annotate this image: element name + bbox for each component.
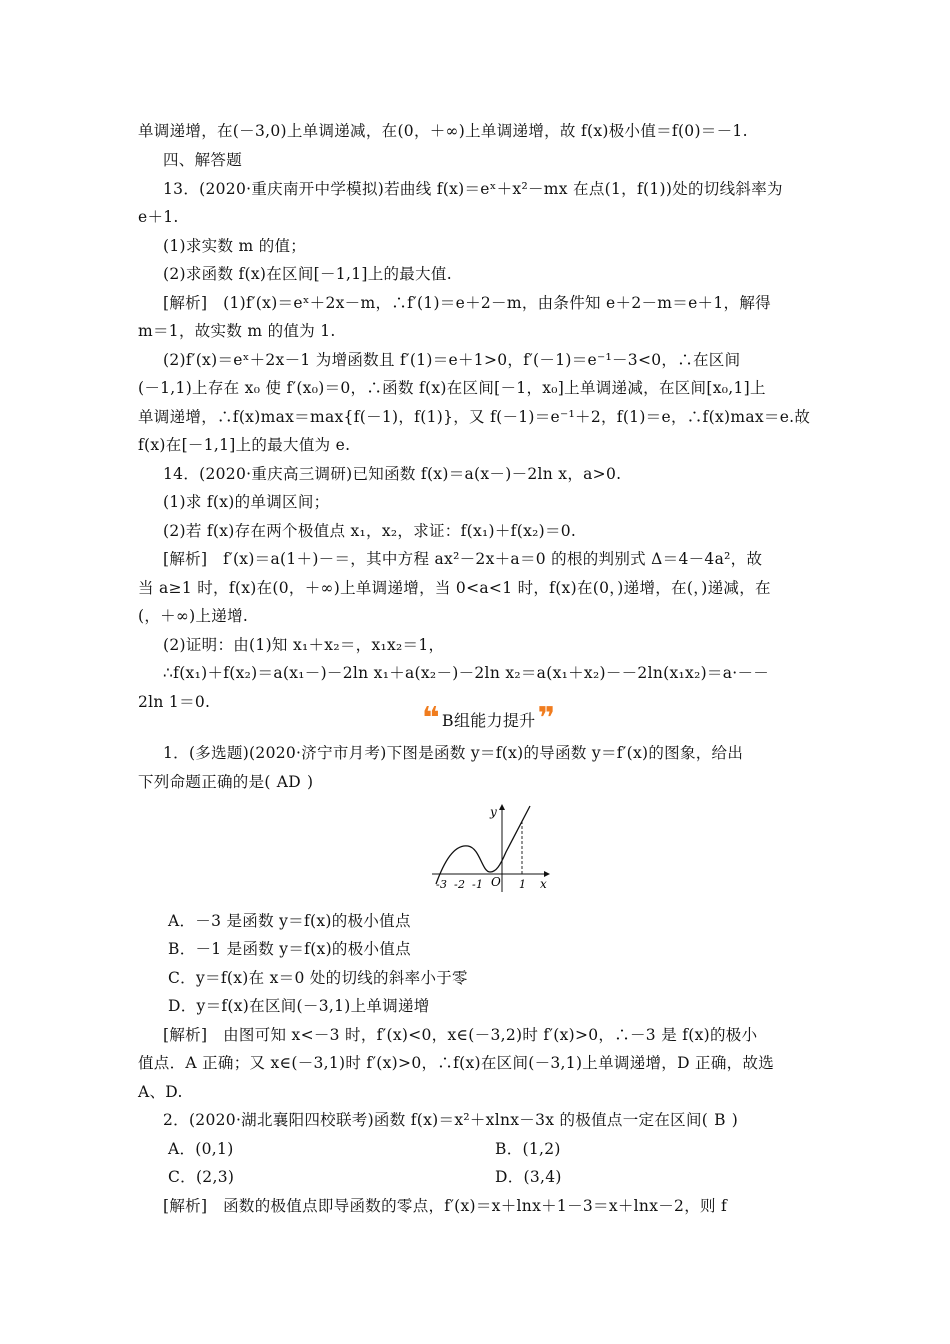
derivative-graph [430, 802, 550, 894]
question-13: 13．(2020·重庆南开中学模拟)若曲线 f(x)＝eˣ＋x²－mx 在点(1，f(1))处的切线斜率为 [163, 180, 783, 198]
text-line: 值点．A 正确；又 x∈(－3,1)时 f′(x)>0，∴f(x)在区间(－3,1)上单调递增，D 正确，故选 [138, 1054, 775, 1072]
x-label: x [540, 877, 548, 891]
text-line: f(x)在[－1,1]上的最大值为 e. [138, 436, 351, 454]
text-line: (1)求实数 m 的值； [163, 237, 307, 255]
tick-label: -1 [472, 878, 484, 891]
text-line: 2ln 1＝0. [138, 693, 211, 711]
section-banner [422, 701, 556, 736]
text-line: (2)f′(x)＝eˣ＋2x－1 为增函数且 f′(1)＝e＋1>0，f′(－1)＝e⁻¹－3<0，∴在区间 [163, 351, 741, 369]
text-line: (，＋∞)上递增. [138, 607, 249, 625]
text-line: (1)求 f(x)的单调区间； [163, 493, 330, 511]
option-c: C．y＝f(x)在 x＝0 处的切线的斜率小于零 [168, 969, 468, 987]
text-line: (2)证明：由(1)知 x₁＋x₂＝，x₁x₂＝1， [163, 636, 445, 654]
option-d: D．y＝f(x)在区间(－3,1)上单调递增 [168, 997, 430, 1015]
text-line: ∴f(x₁)＋f(x₂)＝a(x₁－)－2ln x₁＋a(x₂－)－2ln x₂＝a(x₁＋x₂)－－2ln(x₁x₂)＝a·－－ [163, 664, 770, 682]
text-line: (2)求函数 f(x)在区间[－1,1]上的最大值. [163, 265, 452, 283]
y-axis-arrow-icon [499, 804, 505, 810]
text-line: (2)若 f(x)存在两个极值点 x₁，x₂，求证：f(x₁)＋f(x₂)＝0. [163, 522, 577, 540]
text-line: (－1,1)上存在 x₀ 使 f′(x₀)＝0，∴函数 f(x)在区间[－1，x₀]上单调递减，在区间[x₀,1]上 [138, 379, 766, 397]
open-quote-icon: ❝ [422, 701, 440, 736]
section-heading: 四、解答题 [163, 151, 243, 169]
answer-q1: AD [276, 773, 301, 791]
question-14: 14．(2020·重庆高三调研)已知函数 f(x)＝a(x－)－2ln x，a>0. [163, 465, 622, 483]
tick-label: -3 [436, 878, 448, 891]
text-line: 单调递增，∴f(x)max＝max{f(－1)，f(1)}，又 f(－1)＝e⁻¹＋2，f(1)＝e，∴f(x)max＝e.故 [138, 408, 811, 426]
text-line: 当 a≥1 时，f(x)在(0，＋∞)上单调递增，当 0<a<1 时，f(x)在(0，)递增，在(，)递减，在 [138, 579, 771, 597]
option-d: D．(3,4) [495, 1168, 562, 1186]
option-b: B．(1,2) [495, 1140, 561, 1158]
option-b: B．－1 是函数 y＝f(x)的极小值点 [168, 940, 411, 958]
answer-q2: B [714, 1111, 726, 1129]
close-quote-icon: ❞ [537, 701, 556, 736]
banner-title: B组能力提升 [441, 710, 536, 730]
solution-line: [解析] 由图可知 x<－3 时，f′(x)<0，x∈(－3,2)时 f′(x)>0，∴－3 是 f(x)的极小 [163, 1026, 758, 1044]
text-line: e＋1. [138, 208, 179, 226]
text-line: A、D. [138, 1083, 183, 1101]
solution-line: [解析] (1)f′(x)＝eˣ＋2x－m，∴f′(1)＝e＋2－m，由条件知 e＋2－m＝e＋1，解得 [163, 294, 771, 312]
y-label: y [490, 805, 498, 819]
option-a: A．(0,1) [168, 1140, 234, 1158]
question-b1: 1．(多选题)(2020·济宁市月考)下图是函数 y＝f(x)的导函数 y＝f′(x)的图象，给出 [163, 744, 744, 762]
question-b2: 2．(2020·湖北襄阳四校联考)函数 f(x)＝x²＋xlnx－3x 的极值点一定在区间( B ) [163, 1111, 739, 1129]
option-a: A．－3 是函数 y＝f(x)的极小值点 [168, 912, 411, 930]
option-c: C．(2,3) [168, 1168, 235, 1186]
question-b1-line2: 下列命题正确的是( AD ) [138, 773, 314, 791]
solution-line: [解析] 函数的极值点即导函数的零点，f′(x)＝x＋lnx＋1－3＝x＋lnx－2，则 f [163, 1197, 728, 1215]
solution-line: [解析] f′(x)＝a(1＋)－＝，其中方程 ax²－2x＋a＝0 的根的判别式 Δ＝4－4a²，故 [163, 550, 763, 568]
tick-label: -2 [454, 878, 466, 891]
text-line: m＝1，故实数 m 的值为 1. [138, 322, 336, 340]
derivative-curve [436, 806, 530, 884]
origin-label: O [491, 875, 502, 889]
text-line: 单调递增，在(－3,0)上单调递减，在(0，＋∞)上单调递增，故 f(x)极小值＝f(0)＝－1. [138, 122, 748, 140]
tick-label: 1 [519, 878, 527, 891]
